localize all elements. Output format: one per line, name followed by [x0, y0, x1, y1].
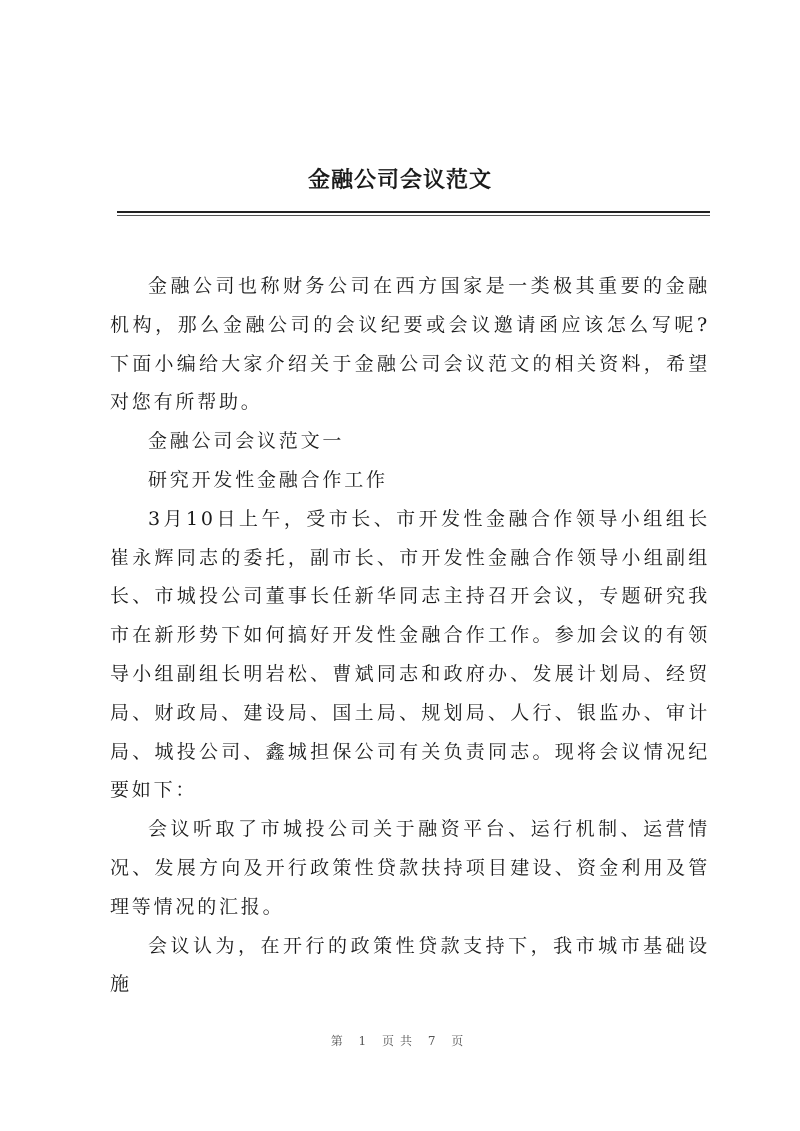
section-heading: 金融公司会议范文一 [148, 430, 345, 453]
subheading: 研究开发性金融合作工作 [148, 468, 388, 491]
paragraph-intro: 金融公司也称财务公司在西方国家是一类极其重要的金融机构，那么金融公司的会议纪要或会议邀请函应该怎么写呢?下面小编给大家介绍关于金融公司会议范文的相关资料，希望对您有所帮助。 [110, 275, 710, 414]
paragraph-conclusion: 会议认为，在开行的政策性贷款支持下，我市城市基础设施 [110, 934, 710, 996]
document-title: 金融公司会议范文 [307, 167, 492, 193]
title-underline-thin [117, 215, 710, 216]
title-underline [117, 211, 710, 213]
paragraph-report: 会议听取了市城投公司关于融资平台、运行机制、运营情况、发展方向及开行政策性贷款扶持项目建设、资金利用及管理等情况的汇报。 [110, 818, 710, 918]
document-body [110, 267, 710, 1004]
page-footer: 第 1 页共 7 页 [330, 1034, 470, 1048]
paragraph-meeting: 3月10日上午，受市长、市开发性金融合作领导小组组长崔永辉同志的委托，副市长、市开发性金融合作领导小组副组长、市城投公司董事长任新华同志主持召开会议，专题研究我市在新形势下如何搞好开发性金融合作工作。参加会议的有领导小组副组长明岩松、曹斌同志和政府办、发展计划局、经贸局、财政局、建设局、国土局、规划局、人行、银监办、审计局、城投公司、鑫城担保公司有关负责同志。现将会议情况纪要如下： [110, 507, 710, 802]
